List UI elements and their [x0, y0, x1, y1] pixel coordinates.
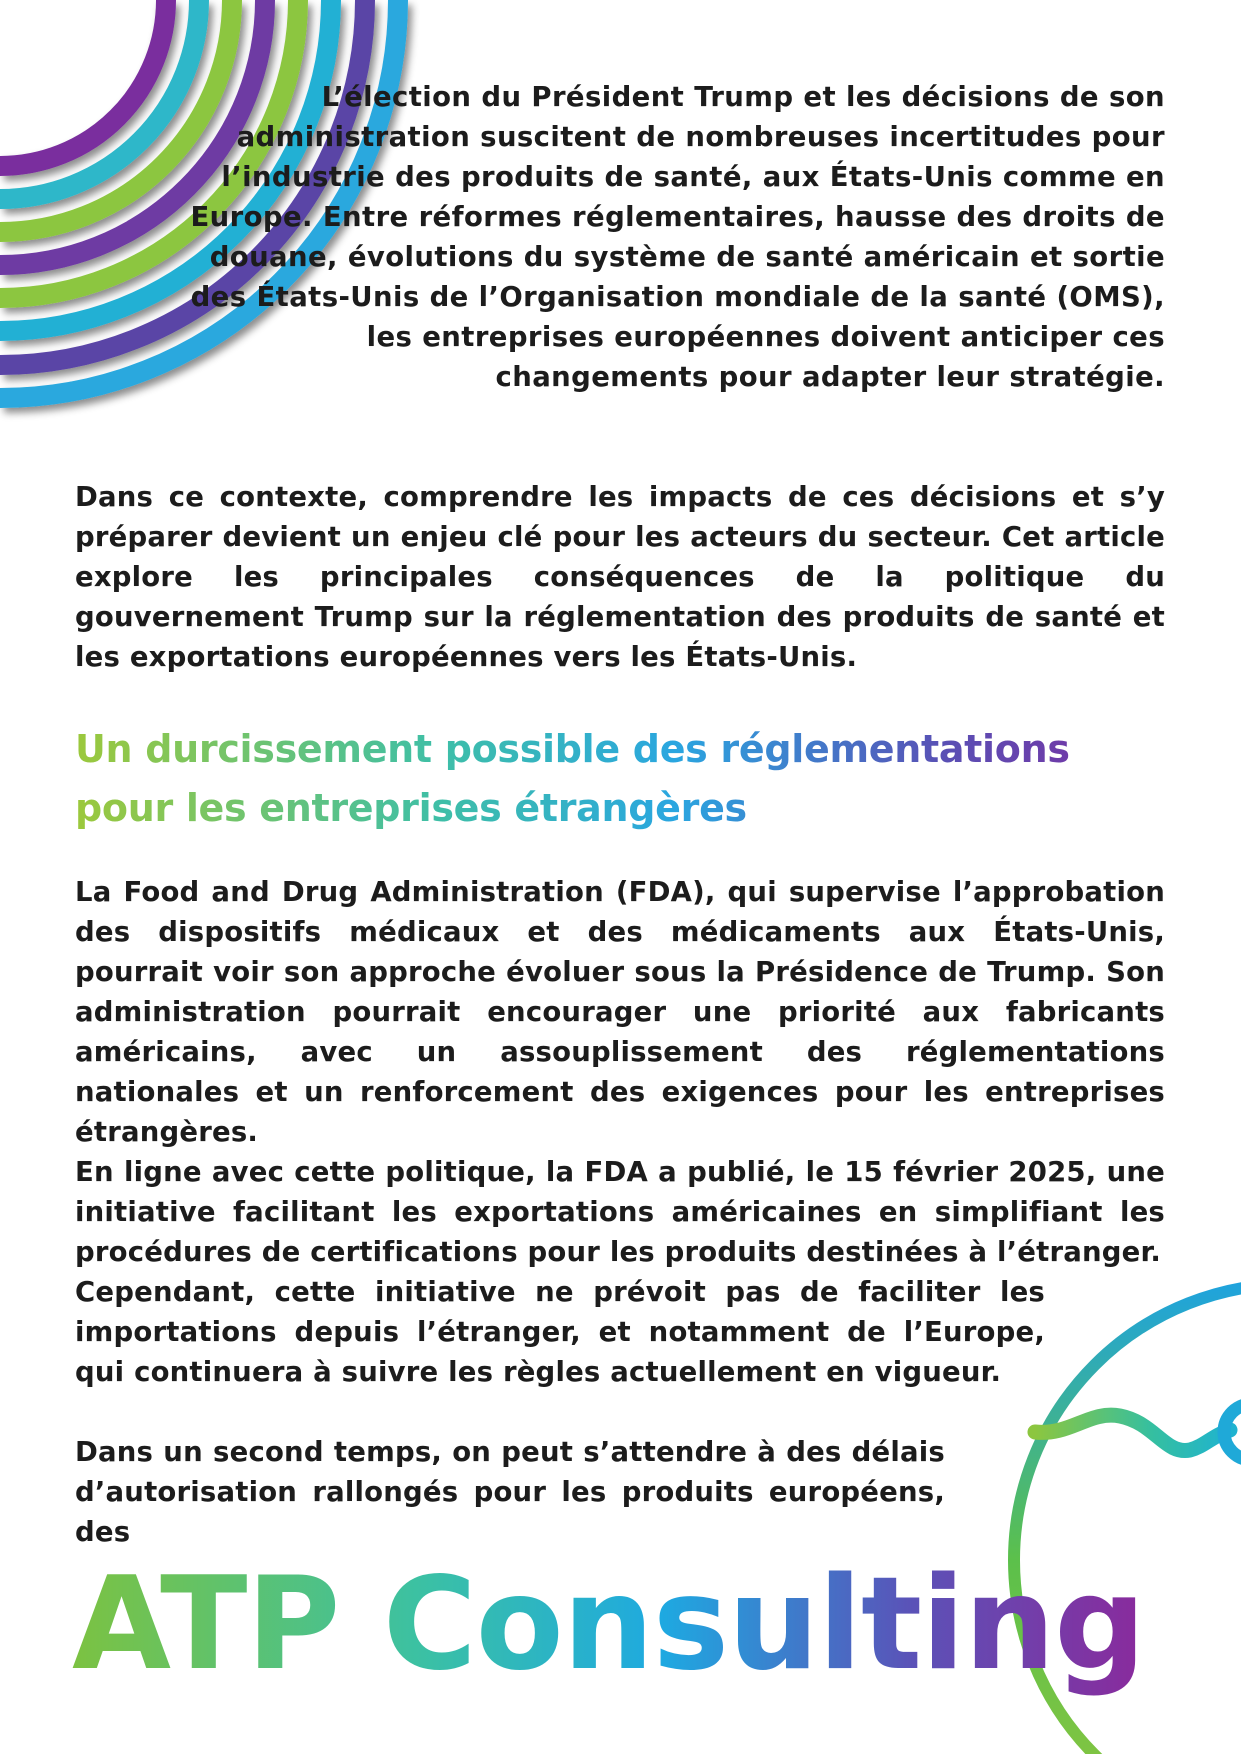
- intro-paragraph: L’élection du Président Trump et les décisions de son administration suscitent de nombreuses incertitudes pour l’industrie des produits de santé, aux États-Unis comme en Europe. Entre réformes réglementaires, hausse des droits de douane, évolutions du système de santé américain et sortie des États-Unis de l’Organisation mondiale de la santé (OMS), les entreprises européennes doivent anticiper ces changements pour adapter leur stratégie.: [190, 81, 1165, 393]
- context-paragraph: Dans ce contexte, comprendre les impacts de ces décisions et s’y préparer devient un enjeu clé pour les acteurs du secteur. Cet article explore les principales conséquences de la politique du gouvernement Trump sur la réglementation des produits de santé et les exportations européennes vers les États-Unis.: [75, 481, 1165, 673]
- atp-consulting-logo: ATP Consulting: [72, 1550, 1145, 1699]
- fda-paragraph: La Food and Drug Administration (FDA), qui supervise l’approbation des dispositifs médicaux et des médicaments aux États-Unis, pourrait voir son approche évoluer sous la Présidence de Trump. Son administration pourrait encourager une priorité aux fabricants américains, avec un assouplissement des réglementations nationales et un renforcement des exigences pour les entreprises étrangères.: [75, 876, 1165, 1148]
- section-heading: Un durcissement possible des réglementations pour les entreprises étrangères: [75, 720, 1165, 838]
- export-initiative-paragraph: En ligne avec cette politique, la FDA a publié, le 15 février 2025, une initiative facilitant les exportations américaines en simplifiant les procédures de certifications pour les produits destinées à l’étranger.: [75, 1156, 1165, 1268]
- delays-paragraph: Dans un second temps, on peut s’attendre à des délais d’autorisation rallongés pour les produits européens, des: [75, 1436, 945, 1548]
- import-rules-paragraph: Cependant, cette initiative ne prévoit pas de faciliter les importations depuis l’étranger, et notamment de l’Europe, qui continuera à suivre les règles actuellement en vigueur.: [75, 1276, 1045, 1388]
